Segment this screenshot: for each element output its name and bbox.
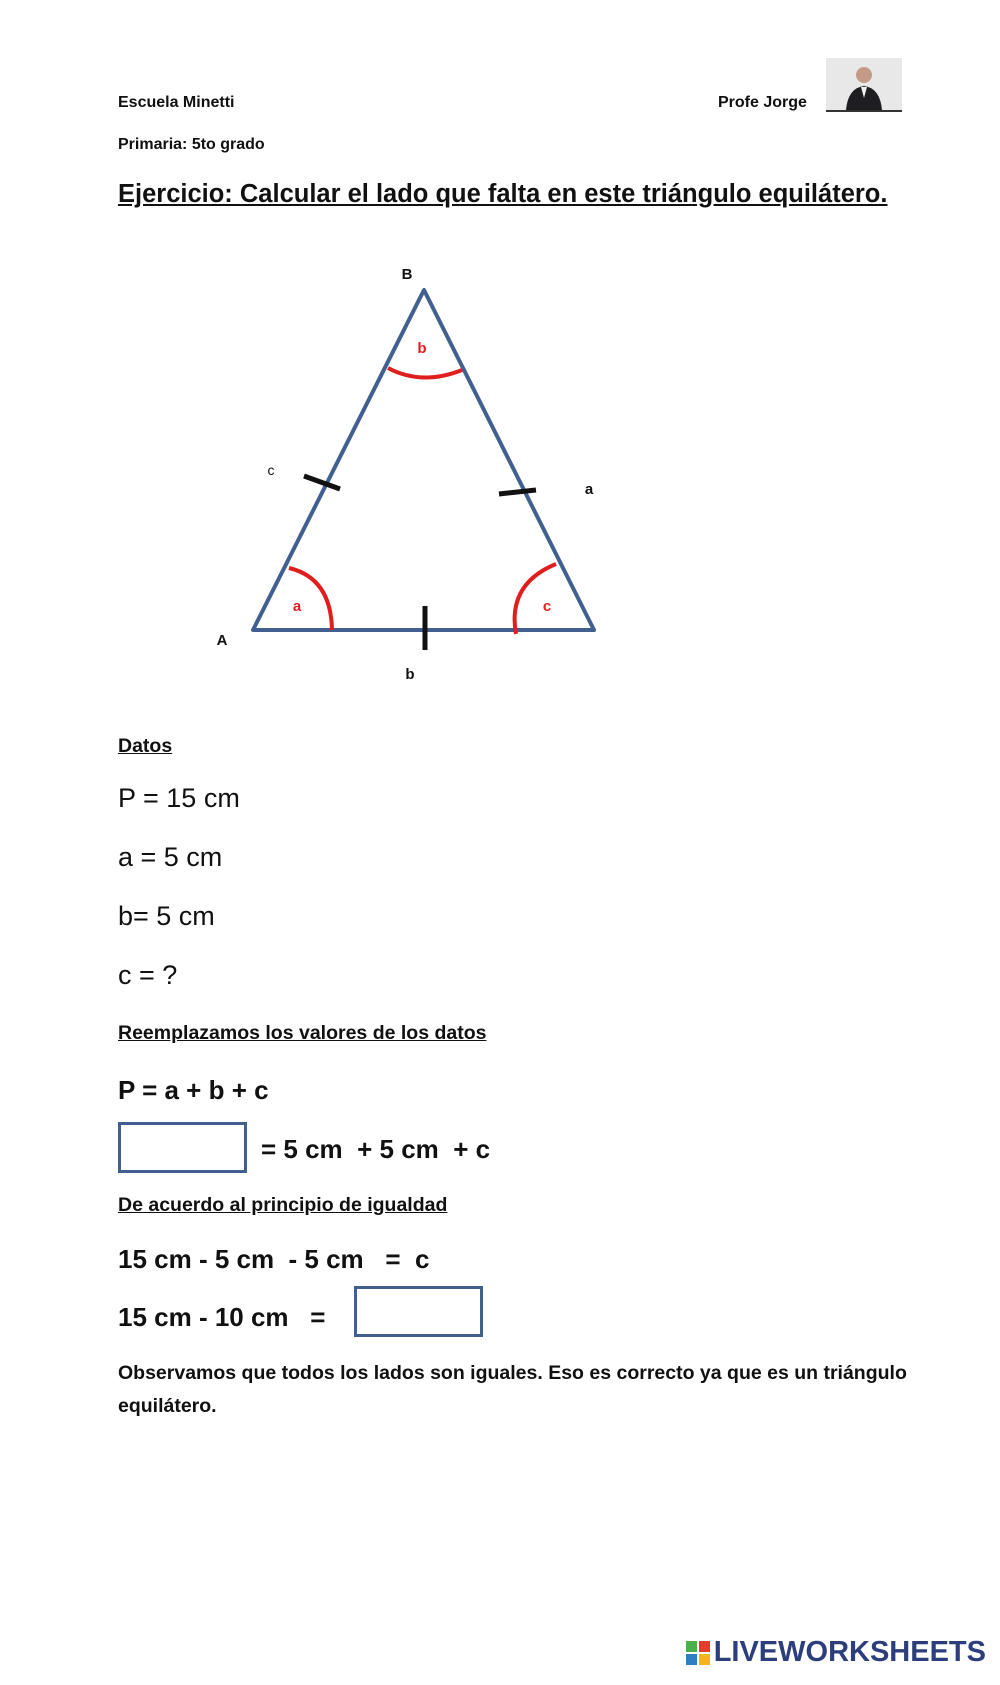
perimeter-answer-input[interactable]: [118, 1122, 247, 1173]
side-label-a: a: [584, 481, 594, 498]
subtraction-equation: 15 cm - 5 cm - 5 cm = c: [118, 1244, 430, 1274]
school-name: Escuela Minetti: [118, 94, 235, 111]
grade-label: Primaria: 5to grado: [118, 136, 265, 153]
conclusion-text: Observamos que todos los lados son iguales. Eso es correcto ya que es un triángulo equilátero.: [118, 1362, 907, 1417]
dato-perimetro: P = 15 cm: [118, 783, 240, 813]
triangle-diagram: [0, 0, 1000, 700]
liveworksheets-logo-icon: [686, 1641, 710, 1665]
dato-lado-c: c = ?: [118, 960, 178, 990]
reemplazo-heading: Reemplazamos los valores de los datos: [118, 1022, 487, 1044]
igualdad-heading: De acuerdo al principio de igualdad: [118, 1194, 448, 1216]
side-label-c: c: [267, 462, 275, 478]
side-c-answer-input[interactable]: [354, 1286, 483, 1337]
substituted-equation: = 5 cm + 5 cm + c: [261, 1134, 491, 1164]
liveworksheets-logo: [686, 1636, 986, 1669]
result-equation: 15 cm - 10 cm =: [118, 1302, 326, 1332]
angle-arc-top: [388, 368, 462, 378]
brand-name: LIVEWORKSHEETS: [713, 1636, 986, 1668]
vertex-label-b: B: [401, 266, 413, 283]
angle-label-c: c: [542, 598, 552, 615]
perimeter-formula: P = a + b + c: [118, 1075, 269, 1105]
exercise-title: Ejercicio: Calcular el lado que falta en este triángulo equilátero.: [118, 180, 888, 208]
tick-right-side: [499, 490, 536, 494]
teacher-name: Profe Jorge: [718, 94, 807, 111]
angle-label-b: b: [417, 340, 427, 357]
dato-lado-b: b= 5 cm: [118, 901, 215, 931]
angle-label-a: a: [292, 598, 302, 615]
datos-heading: Datos: [118, 735, 173, 757]
dato-lado-a: a = 5 cm: [118, 842, 223, 872]
tick-left-side: [304, 476, 340, 489]
side-label-b: b: [405, 666, 415, 683]
vertex-label-a: A: [216, 632, 228, 649]
